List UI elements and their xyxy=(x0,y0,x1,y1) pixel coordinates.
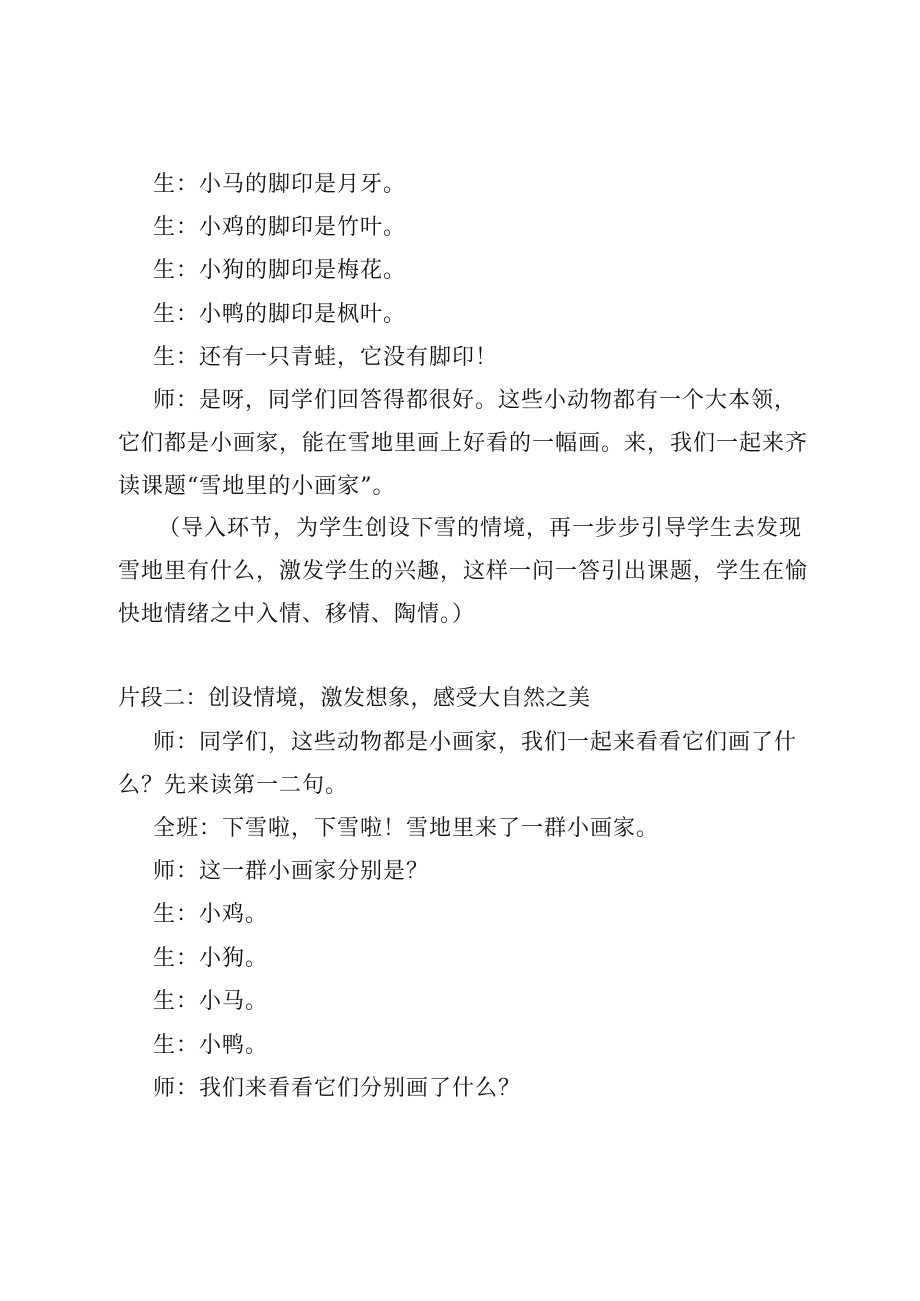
dialogue-line: 生：还有一只青蛙，它没有脚印！ xyxy=(153,345,499,370)
dialogue-line: 生：小鸡。 xyxy=(153,902,269,927)
dialogue-paragraph: 师：同学们，这些动物都是小画家，我们一起来看看它们画了什么？先来读第一二句。 xyxy=(118,730,798,798)
dialogue-line: 师：我们来看看它们分别画了什么？ xyxy=(153,1076,522,1101)
commentary-paragraph: （导入环节，为学生创设下雪的情境，再一步步引导学生去发现雪地里有什么，激发学生的兴趣，这样一问一答引出课题，学生在愉快地情绪之中入情、移情、陶情。） xyxy=(118,516,809,627)
dialogue-line: 生：小马。 xyxy=(153,989,269,1014)
section-heading: 片段二：创设情境，激发想象，感受大自然之美 xyxy=(118,686,591,711)
dialogue-line: 生：小狗的脚印是梅花。 xyxy=(153,258,407,283)
dialogue-line: 生：小鸭的脚印是枫叶。 xyxy=(153,302,407,327)
dialogue-line: 全班：下雪啦，下雪啦！雪地里来了一群小画家。 xyxy=(153,816,660,841)
dialogue-line: 师：这一群小画家分别是？ xyxy=(153,859,430,884)
dialogue-paragraph: 师：是呀，同学们回答得都很好。这些小动物都有一个大本领，它们都是小画家，能在雪地里画上好看的一幅画。来，我们一起来齐读课题“雪地里的小画家”。 xyxy=(118,388,809,499)
dialogue-line: 生：小鸡的脚印是竹叶。 xyxy=(153,215,407,240)
dialogue-line: 生：小鸭。 xyxy=(153,1033,269,1058)
dialogue-line: 生：小马的脚印是月牙。 xyxy=(153,172,407,197)
dialogue-line: 生：小狗。 xyxy=(153,946,269,971)
